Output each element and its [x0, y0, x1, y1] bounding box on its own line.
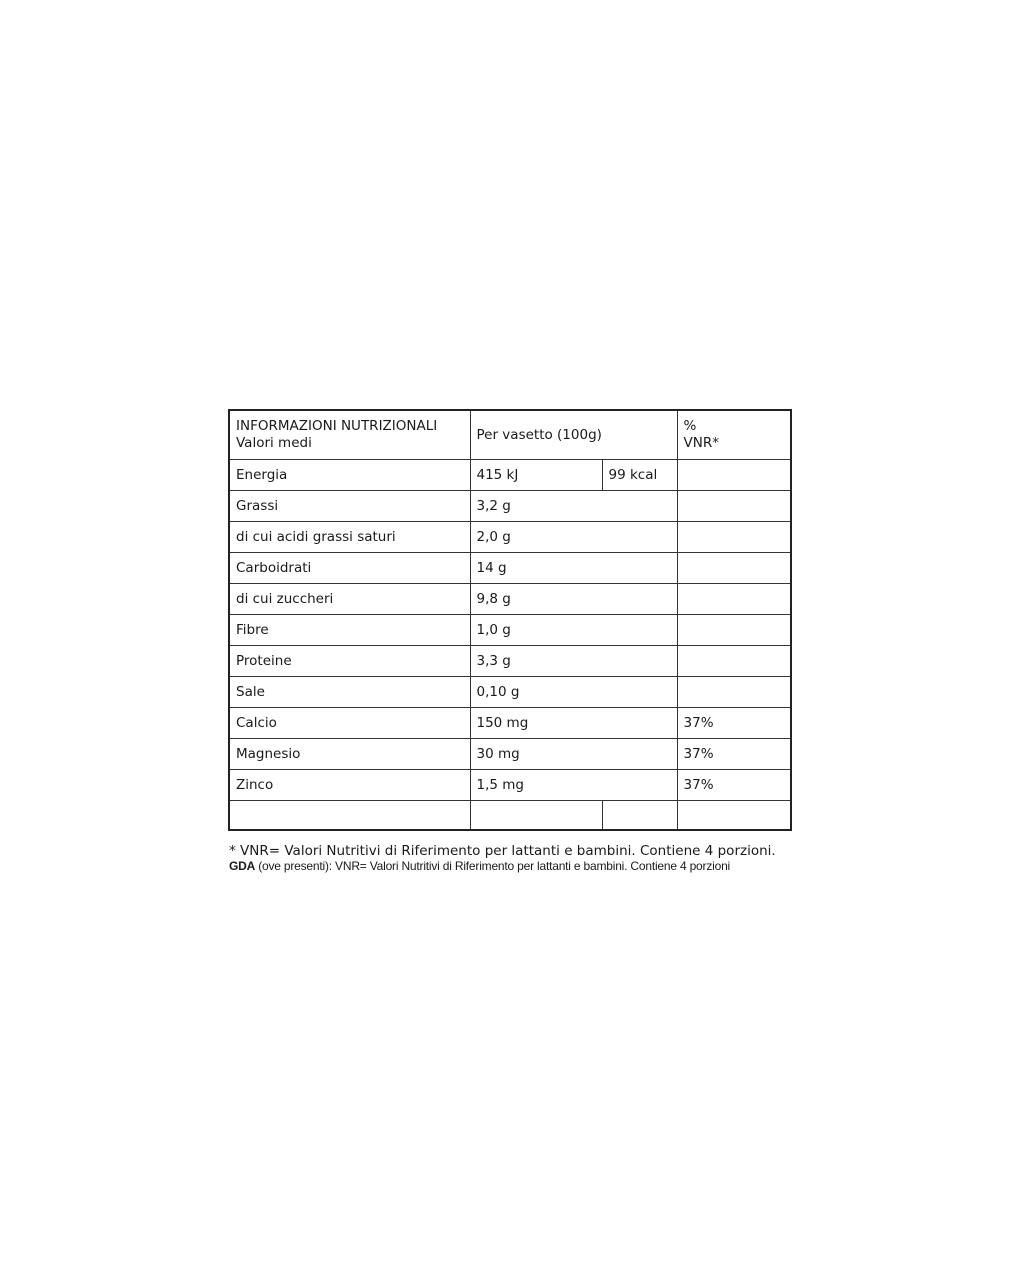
energy-row: [229, 460, 791, 491]
nutrient-vnr: [677, 646, 791, 677]
nutrient-label: di cui acidi grassi saturi: [229, 522, 470, 553]
nutrient-value: 30 mg: [470, 739, 677, 770]
footnote-vnr: * VNR= Valori Nutritivi di Riferimento per lattanti e bambini. Contiene 4 porzioni.: [229, 843, 776, 859]
energy-kcal: 99 kcal: [602, 460, 677, 491]
footnotes: [229, 843, 829, 874]
nutrient-label: Fibre: [229, 615, 470, 646]
nutrient-label: Carboidrati: [229, 553, 470, 584]
header-title: INFORMAZIONI NUTRIZIONALI: [236, 418, 438, 434]
nutrient-vnr: [677, 677, 791, 708]
footnote-gda-label: GDA: [229, 859, 256, 873]
empty-cell: [229, 801, 470, 831]
nutrient-label: Calcio: [229, 708, 470, 739]
nutrient-label: Zinco: [229, 770, 470, 801]
nutrient-value: 1,5 mg: [470, 770, 677, 801]
empty-cell: [602, 801, 677, 831]
nutrient-value: 3,2 g: [470, 491, 677, 522]
nutrient-label: Grassi: [229, 491, 470, 522]
nutrient-label: Sale: [229, 677, 470, 708]
energy-label: Energia: [229, 460, 470, 491]
nutrient-value: 150 mg: [470, 708, 677, 739]
empty-cell: [470, 801, 602, 831]
empty-cell: [677, 801, 791, 831]
header-vnr-percent: %: [683, 418, 697, 434]
header-title-cell: [229, 410, 470, 460]
nutrient-value: 2,0 g: [470, 522, 677, 553]
nutrition-table: [228, 409, 792, 831]
nutrient-vnr: 37%: [677, 708, 791, 739]
nutrient-vnr: [677, 615, 791, 646]
table-row: [229, 739, 791, 770]
table-row: [229, 615, 791, 646]
nutrient-value: 14 g: [470, 553, 677, 584]
table-row: [229, 522, 791, 553]
table-row: [229, 491, 791, 522]
table-row: [229, 553, 791, 584]
nutrient-vnr: [677, 522, 791, 553]
header-vnr-cell: [677, 410, 791, 460]
table-row: [229, 770, 791, 801]
energy-vnr: [677, 460, 791, 491]
footnote-gda: [229, 859, 829, 874]
nutrient-value: 3,3 g: [470, 646, 677, 677]
empty-table-row: [229, 801, 791, 831]
nutrient-vnr: 37%: [677, 770, 791, 801]
nutrient-label: Magnesio: [229, 739, 470, 770]
energy-kj: 415 kJ: [470, 460, 602, 491]
nutrient-label: di cui zuccheri: [229, 584, 470, 615]
nutrient-value: 0,10 g: [470, 677, 677, 708]
table-row: [229, 677, 791, 708]
table-header-row: [229, 410, 791, 460]
nutrient-value: 1,0 g: [470, 615, 677, 646]
nutrient-vnr: [677, 553, 791, 584]
nutrient-value: 9,8 g: [470, 584, 677, 615]
footnote-gda-text: (ove presenti): VNR= Valori Nutritivi di Riferimento per lattanti e bambini. Contiene 4 porzioni: [255, 859, 731, 873]
nutrient-label: Proteine: [229, 646, 470, 677]
header-per-portion: Per vasetto (100g): [470, 410, 677, 460]
header-vnr-label: VNR*: [683, 435, 719, 451]
nutrient-vnr: [677, 584, 791, 615]
nutrient-vnr: 37%: [677, 739, 791, 770]
nutrient-vnr: [677, 491, 791, 522]
table-row: [229, 646, 791, 677]
table-row: [229, 584, 791, 615]
table-row: [229, 708, 791, 739]
header-subtitle: Valori medi: [236, 435, 312, 451]
